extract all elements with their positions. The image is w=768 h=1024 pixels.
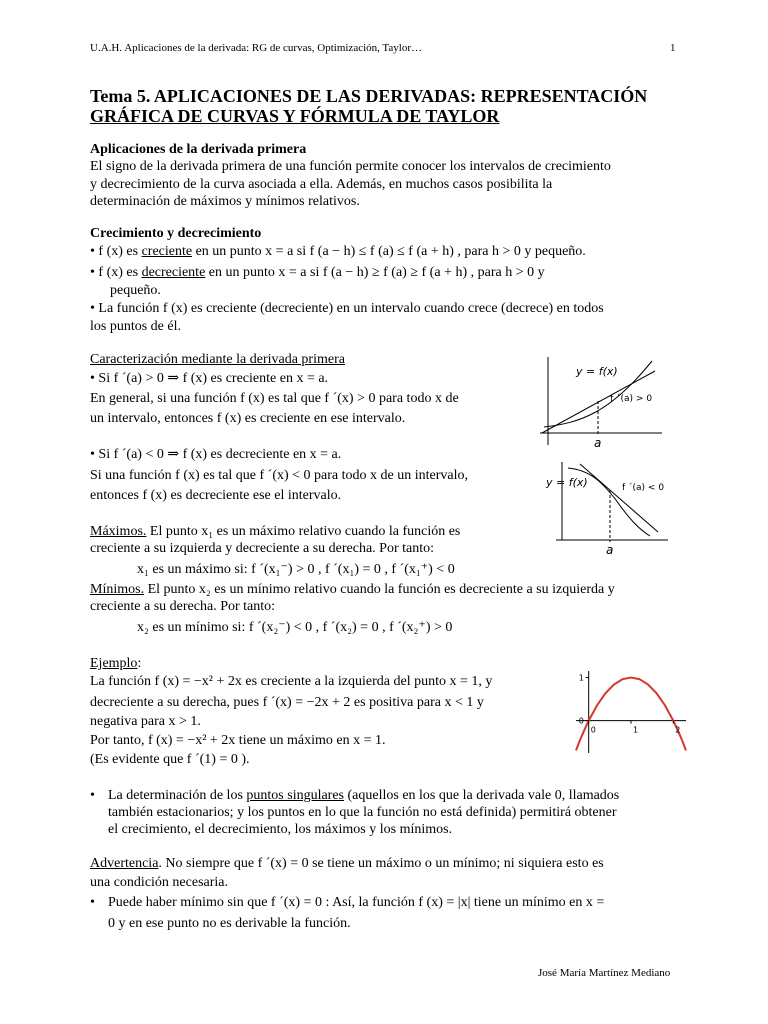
example-parabola-chart: [560, 665, 690, 757]
bullet-creciente: • f (x) es creciente en un punto x = a si f (a − h) ≤ f (a) ≤ f (a + h) , para h > 0 y pequeño.: [90, 244, 586, 259]
curve-label: y = f(x): [576, 365, 618, 378]
section-heading-crecimiento: Crecimiento y decrecimiento: [90, 226, 262, 241]
paragraph-line: y decrecimiento de la curva asociada a ella. Además, en muchos casos posibilita la: [90, 177, 553, 192]
figure-decreasing: [540, 460, 670, 560]
singulares-line: La determinación de los puntos singulares (aquellos en los que la derivada vale 0, llamados: [108, 788, 620, 803]
bullet-dot: •: [90, 895, 95, 910]
advertencia-line: Advertencia. No siempre que f ´(x) = 0 se tiene un máximo o un mínimo; ni siquiera esto es: [90, 856, 604, 871]
paragraph-line: negativa para x > 1.: [90, 714, 201, 729]
x-tick-label: 2: [675, 725, 681, 735]
bullet-funcion: • La función f (x) es creciente (decreciente) en un intervalo cuando crece (decrece) en todos: [90, 301, 604, 316]
page-title: Tema 5. APLICACIONES DE LAS DERIVADAS: REPRESENTACIÓN: [90, 86, 648, 106]
paragraph-line: creciente a su derecha. Por tanto:: [90, 599, 276, 614]
paragraph-line: La función f (x) = −x² + 2x es creciente a la izquierda del punto x = 1, y: [90, 674, 493, 689]
running-header: U.A.H. Aplicaciones de la derivada: RG de curvas, Optimización, Taylor…: [90, 42, 422, 54]
maximos-heading: Máximos.: [90, 524, 147, 539]
paragraph-line: • Si f ´(a) < 0 ⇒ f (x) es decreciente en x = a.: [90, 447, 342, 462]
paragraph-line: entonces f (x) es decreciente ese el intervalo.: [90, 488, 342, 503]
paragraph-line: El signo de la derivada primera de una función permite conocer los intervalos de crecimiento: [90, 159, 611, 174]
advertencia-heading: Advertencia: [90, 856, 159, 871]
chart-series-line: [576, 678, 686, 751]
tangent-line: [580, 464, 658, 532]
paragraph-line: En general, si una función f (x) es tal que f ´(x) > 0 para todo x de: [90, 391, 459, 406]
curve-label: y = f(x): [546, 476, 588, 489]
bullet-decreciente-cont: pequeño.: [110, 283, 161, 298]
paragraph-line: una condición necesaria.: [90, 875, 228, 890]
point-label: a: [594, 436, 602, 450]
ejemplo-heading-line: Ejemplo:: [90, 656, 142, 671]
y-tick-label: 1: [578, 673, 584, 683]
ejemplo-heading: Ejemplo: [90, 656, 138, 671]
page-title-line2: GRÁFICA DE CURVAS Y FÓRMULA DE TAYLOR: [90, 106, 500, 126]
paragraph-line: Si una función f (x) es tal que f ´(x) < 0 para todo x de un intervalo,: [90, 468, 469, 483]
point-label: a: [606, 543, 614, 557]
page-number: 1: [670, 42, 676, 54]
bullet-decreciente: • f (x) es decreciente en un punto x = a si f (a − h) ≥ f (a) ≥ f (a + h) , para h > 0 y: [90, 265, 545, 280]
figure-increasing: [540, 355, 665, 455]
minimo-formula: x₂ es un mínimo si: f ´(x₂⁻) < 0 , f ´(x₂) = 0 , f ´(x₂⁺) > 0: [137, 620, 453, 635]
x-tick-label: 1: [633, 725, 639, 735]
paragraph-line: decreciente a su derecha, pues f ´(x) = −2x + 2 es positiva para x < 1 y: [90, 695, 484, 710]
minimos-heading: Mínimos.: [90, 582, 145, 597]
bullet-dot: •: [90, 788, 95, 803]
section-heading-caracterizacion: Caracterización mediante la derivada primera: [90, 352, 345, 367]
paragraph-line: Por tanto, f (x) = −x² + 2x tiene un máximo en x = 1.: [90, 733, 386, 748]
bullet-funcion-cont: los puntos de él.: [90, 319, 181, 334]
paragraph-line: determinación de máximos y mínimos relativos.: [90, 194, 360, 209]
paragraph-line: Puede haber mínimo sin que f ´(x) = 0 : Así, la función f (x) = |x| tiene un mínimo en x =: [108, 895, 605, 910]
paragraph-line: 0 y en ese punto no es derivable la función.: [108, 916, 351, 931]
paragraph-line: • Si f ´(a) > 0 ⇒ f (x) es creciente en x = a.: [90, 371, 329, 386]
paragraph-line: (Es evidente que f ´(1) = 0 ).: [90, 752, 250, 767]
derivative-label: f ´(a) > 0: [610, 394, 653, 404]
x-tick-label: 0: [590, 725, 596, 735]
y-tick-label: 0: [578, 716, 584, 726]
maximos-line: Máximos. El punto x₁ es un máximo relativo cuando la función es: [90, 524, 461, 539]
maximo-formula: x₁ es un máximo si: f ´(x₁⁻) > 0 , f ´(x₁) = 0 , f ´(x₁⁺) < 0: [137, 562, 455, 577]
minimos-line: Mínimos. El punto x₂ es un mínimo relativo cuando la función es decreciente a su izquierda y: [90, 582, 615, 597]
derivative-label: f ´(a) < 0: [622, 483, 665, 493]
paragraph-line: el crecimiento, el decrecimiento, los máximos y los mínimos.: [108, 822, 453, 837]
section-heading-aplicaciones: Aplicaciones de la derivada primera: [90, 142, 307, 157]
paragraph-line: un intervalo, entonces f (x) es creciente en ese intervalo.: [90, 411, 406, 426]
paragraph-line: también estacionarios; y los puntos en lo que la función no está definida) permitirá obtener: [108, 805, 617, 820]
footer-author: José María Martínez Mediano: [538, 967, 671, 979]
paragraph-line: creciente a su izquierda y decreciente a su derecha. Por tanto:: [90, 541, 434, 556]
